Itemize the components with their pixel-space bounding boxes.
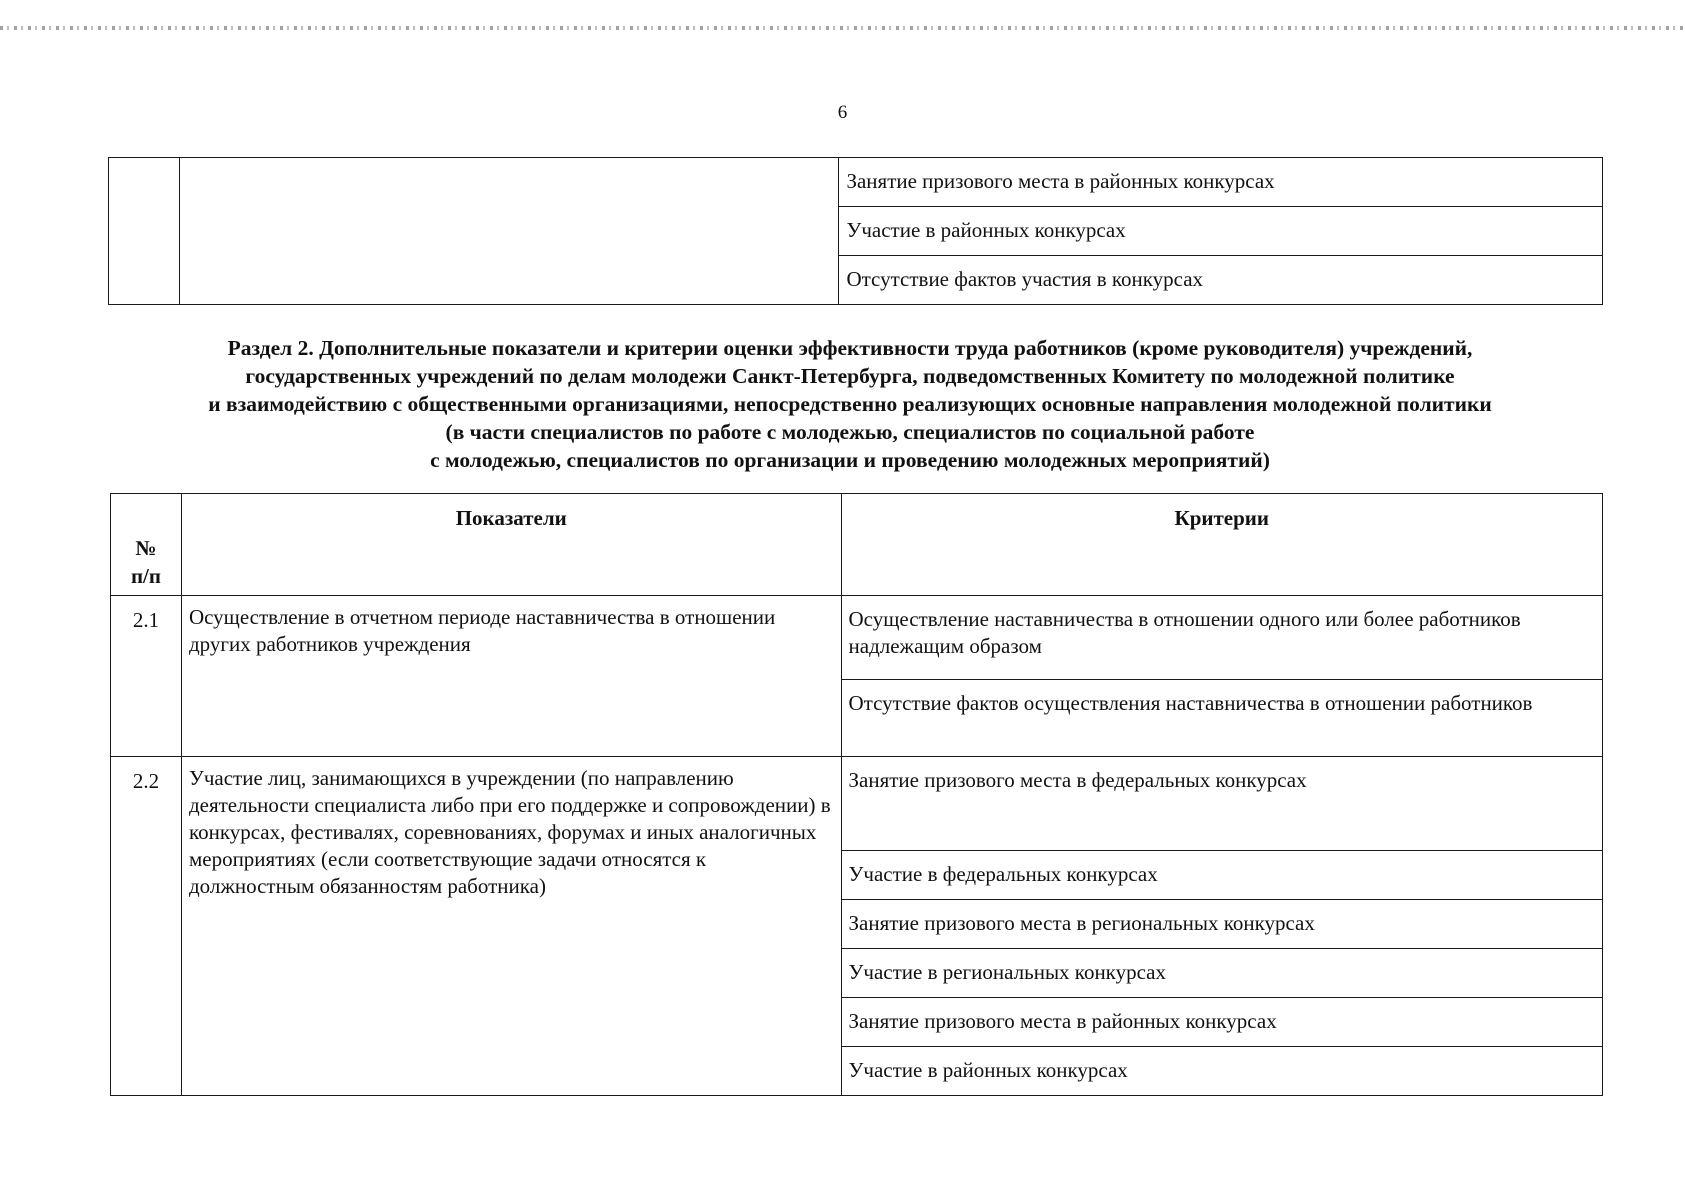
- criterion-cell: [841, 757, 1602, 851]
- section-title-line: и взаимодействию с общественными организациями, непосредственно реализующих основные направления молодежной политики: [208, 392, 1492, 416]
- criterion-text: Участие в региональных конкурсах: [848, 960, 1166, 984]
- num-cell-empty: [109, 158, 180, 305]
- criterion-text: Отсутствие фактов участия в конкурсах: [846, 267, 1204, 291]
- header-indicators: Показатели: [181, 494, 841, 596]
- criterion-cell: [841, 998, 1602, 1047]
- page-number: 6: [837, 102, 848, 123]
- section-title-line: с молодежью, специалистов по организации и проведению молодежных мероприятий): [430, 448, 1270, 472]
- section-title: [80, 334, 1620, 474]
- indicator-cell: [181, 757, 841, 1096]
- criterion-cell: [839, 256, 1603, 305]
- criterion-text: Занятие призового места в районных конкурсах: [846, 169, 1275, 193]
- criterion-text: Занятие призового места в федеральных конкурсах: [848, 768, 1307, 792]
- section-title-line: государственных учреждений по делам молодежи Санкт-Петербурга, подведомственных Комитету по молодежной политике: [245, 364, 1455, 388]
- table-row: [111, 596, 1603, 680]
- header-num-abbrev: п/п: [130, 564, 161, 588]
- header-num-symbol: №: [135, 536, 157, 560]
- section-title-line: Раздел 2. Дополнительные показатели и критерии оценки эффективности труда работников (кроме руководителя) учреждений,: [227, 336, 1473, 360]
- header-num: [111, 494, 182, 596]
- table-row: [111, 757, 1603, 851]
- criterion-text: Участие в федеральных конкурсах: [848, 862, 1158, 886]
- criterion-text: Занятие призового места в региональных конкурсах: [848, 911, 1315, 935]
- row-number: 2.1: [111, 596, 182, 757]
- criterion-cell: [841, 851, 1602, 900]
- indicator-text: Участие лиц, занимающихся в учреждении (по направлению деятельности специалиста либо при его поддержке и сопровождении) в конкурсах, фестивалях, соревнованиях, форумах и иных аналогичных мероприятиях (если соответствующие задачи относятся к должностным обязанностям работника): [188, 766, 831, 898]
- criterion-text: Осуществление наставничества в отношении одного или более работников надлежащим образом: [848, 607, 1521, 658]
- criterion-text: Участие в районных конкурсах: [846, 218, 1126, 242]
- continuation-table: [108, 157, 1603, 305]
- criterion-cell: [839, 207, 1603, 256]
- criteria-table: [110, 493, 1603, 1096]
- criterion-cell: [841, 596, 1602, 680]
- row-number: 2.2: [111, 757, 182, 1096]
- criterion-text: Занятие призового места в районных конкурсах: [848, 1009, 1277, 1033]
- scan-edge-noise: [0, 26, 1685, 30]
- indicator-cell-empty: [179, 158, 839, 305]
- table-header-row: [111, 494, 1603, 596]
- criterion-cell: [841, 900, 1602, 949]
- criterion-cell: [841, 949, 1602, 998]
- indicator-cell: [181, 596, 841, 757]
- header-criteria: Критерии: [841, 494, 1602, 596]
- criterion-cell: [841, 1047, 1602, 1096]
- table-row: [109, 158, 1603, 207]
- criterion-cell: [839, 158, 1603, 207]
- criterion-text: Участие в районных конкурсах: [848, 1058, 1128, 1082]
- criterion-text: Отсутствие фактов осуществления наставничества в отношении работников: [848, 691, 1533, 715]
- section-title-line: (в части специалистов по работе с молодежью, специалистов по социальной работе: [445, 420, 1255, 444]
- indicator-text: Осуществление в отчетном периоде наставничества в отношении других работников учреждения: [188, 605, 776, 656]
- criterion-cell: [841, 680, 1602, 757]
